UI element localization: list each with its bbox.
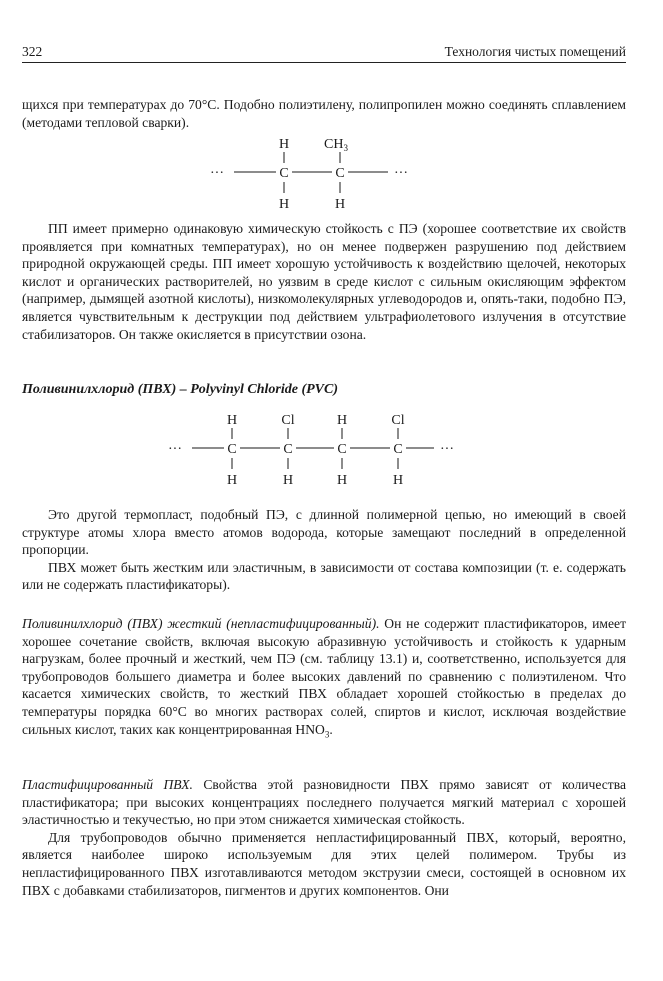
paragraph-5-block (22, 615, 626, 744)
pvc-section-heading: Поливинилхлорид (ПВХ) – Polyvinyl Chloride (PVC) (22, 382, 339, 397)
pvc-bottom-atom-4: H (392, 473, 404, 488)
pvc-bottom-atom-3: H (336, 473, 348, 488)
paragraph-3-block (22, 506, 626, 594)
pp-bottom-atom-1: H (278, 197, 290, 212)
pvc-top-atom-4: Cl (391, 413, 405, 428)
page-header (22, 42, 626, 63)
rigid-pvc-text: Он не содержит пластификаторов, имеет хорошее сочетание свойств, включая высокую абразивную устойчивость и стойкость к ударным нагрузкам, более прочный и жесткий, чем ПЭ (см. таблицу 13.1) и, соответственно, используется для трубопроводов большего диаметра и более высоких давлений по сравнению с полиэтиленом. Что касается химических свойств, то жесткий ПВХ обладает хорошей стойкостью в пределах до температуры порядка 60°С во многих растворах солей, спиртов и кислот, исключая воздействие сильных кислот, таких как концентрированная HNO (22, 616, 627, 737)
paragraph-5: Поливинилхлорид (ПВХ) жесткий (непластифицированный). Он не содержит пластификаторов, имеет хорошее сочетание свойств, включая высокую абразивную устойчивость и стойкость к ударным нагрузкам, более прочный и жесткий, чем ПЭ (см. таблицу 13.1) и, соответственно, используется для трубопроводов большего диаметра и более высоких давлений по сравнению с полиэтиленом. Что касается химических свойств, то жесткий ПВХ обладает хорошей стойкостью в пределах до температуры порядка 60°С во многих растворах солей, спиртов и кислот, исключая воздействие сильных кислот, таких как концентрированная $HNO_3$. (22, 616, 627, 740)
pp-bottom-atom-2: H (334, 197, 346, 212)
paragraph-6 (22, 776, 626, 829)
pp-right-dots: ··· (394, 166, 408, 181)
paragraph-3: Это другой термопласт, подобный ПЭ, с длинной полимерной цепью, но имеющий в своей структуре атомы хлора вместо атомов водорода, которые замещают последний в определенной пропорции. (22, 507, 626, 558)
pvc-bottom-atom-1: H (226, 473, 238, 488)
pvc-left-dots: ··· (168, 442, 182, 457)
pvc-chain-atom-4: C (393, 442, 403, 457)
paragraph-4: ПВХ может быть жестким или эластичным, в зависимости от состава композиции (т. е. содержать или не содержать пластификаторы). (22, 559, 626, 593)
pvc-right-dots: ··· (440, 442, 454, 457)
rigid-pvc-run-in: Поливинилхлорид (ПВХ) жесткий (непластифицированный). (22, 616, 380, 631)
pvc-chain-atom-3: C (337, 442, 347, 457)
paragraph-2: ПП имеет примерно одинаковую химическую стойкость с ПЭ (хорошее соответствие их свойств проявляется при комнатных температурах), но он менее подвержен разрушению под действием природной окружающей среды. ПП имеет хорошую устойчивость к воздействию щелочей, некоторых кислот и органических растворителей, но уязвим в среде кислот с сильным окисляющим эффектом (например, дымящей азотной кислоты), низкомолекулярных углеводородов и, опять-таки, подобно ПЭ, является чувствительным к деструкции под действием ультрафиолетового излучения в отсутствие стабилизаторов. Он также окисляется в присутствии озона. (22, 221, 626, 342)
paragraph-1: щихся при температурах до 70°С. Подобно полиэтилену, полипропилен можно соединять сплавлением (методами тепловой сварки). (22, 97, 626, 130)
pp-left-dots: ··· (210, 166, 224, 181)
plasticized-pvc-run-in: Пластифицированный ПВХ. (22, 777, 193, 792)
pp-chain-atom-2: C (335, 166, 345, 181)
hno3-subscript: 3 (324, 729, 330, 740)
page-number: 322 (22, 44, 43, 59)
paragraph-6-block (22, 776, 626, 899)
pp-chain-atom-1: C (279, 166, 289, 181)
pvc-chain-atom-2: C (283, 442, 293, 457)
paragraph-1-block (22, 96, 626, 131)
pvc-top-atom-2: Cl (281, 413, 295, 428)
pvc-top-atom-3: H (336, 413, 348, 428)
pp-top-atom-2: $CH_3$ (324, 137, 348, 153)
paragraph-7: Для трубопроводов обычно применяется непластифицированный ПВХ, который, вероятно, является наиболее широко используемым для этих целей полимером. Трубы из непластифицированного ПВХ изготавливаются методом экструзии смеси, состоящей в основном их ПВХ с добавками стабилизаторов, пигментов и других компонентов. Они (22, 829, 626, 898)
pvc-bottom-atom-2: H (282, 473, 294, 488)
running-title: Технология чистых помещений (444, 44, 626, 59)
plasticized-pvc-text: Свойства этой разновидности ПВХ прямо зависят от количества пластификатора; при высоких концентрациях последнего получается мягкий материал с хорошей эластичностью и текучестью, но при этом снижается химическая стойкость. (22, 777, 627, 828)
pvc-top-atom-1: H (226, 413, 238, 428)
polypropylene-formula (210, 132, 450, 214)
paragraph-2-block (22, 220, 626, 343)
pvc-chain-atom-1: C (227, 442, 237, 457)
pp-top-atom-1: H (278, 137, 290, 152)
pvc-formula (168, 408, 468, 490)
